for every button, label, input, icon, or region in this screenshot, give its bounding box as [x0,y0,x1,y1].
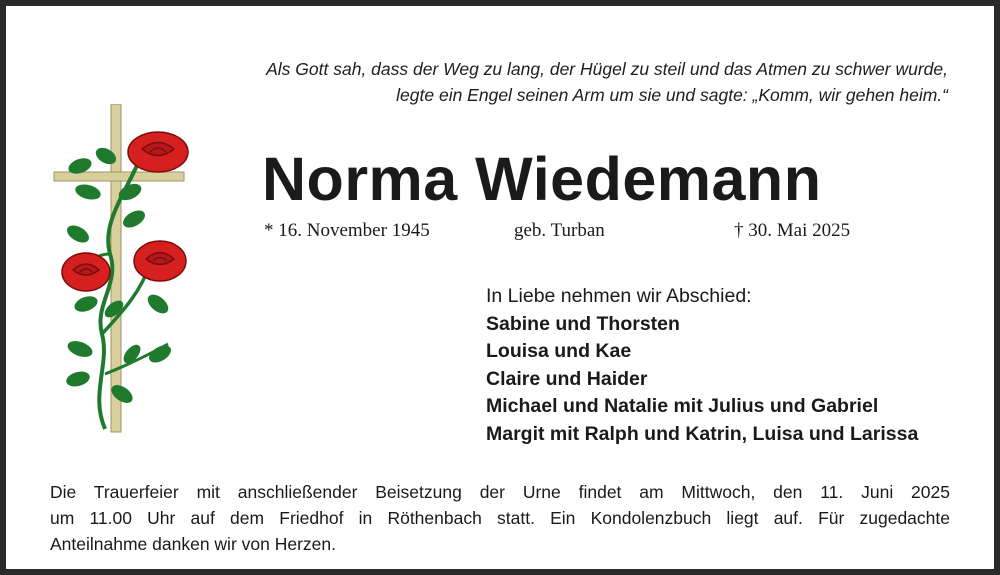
mourner-name: Margit mit Ralph und Katrin, Luisa und Larissa [486,422,919,445]
cross-with-roses-icon [50,104,200,434]
funeral-notice [50,479,950,557]
mourner-name: Claire und Haider [486,367,648,390]
mourner-name: Sabine und Thorsten [486,312,680,335]
mourner-name: Louisa und Kae [486,340,632,362]
deceased-name: Norma Wiedemann [262,145,822,213]
mourner-name: Michael und Natalie mit Julius und Gabriel [486,395,879,417]
notice-line-2: um 11.00 Uhr auf dem Friedhof in Röthenbach statt. Ein Kondolenzbuch liegt auf. Für zugedachte [50,508,950,528]
quote-line-2: legte ein Engel seinen Arm um sie und sagte: „Komm, wir gehen heim.“ [396,85,948,105]
notice-line-3: Anteilnahme danken wir von Herzen. [50,534,336,554]
obituary-card [6,6,994,569]
notice-line-1: Die Trauerfeier mit anschließender Beisetzung der Urne findet am Mittwoch, den 11. Juni 2025 [50,482,950,502]
maiden-name: geb. Turban [514,220,605,241]
quote-line-1: Als Gott sah, dass der Weg zu lang, der Hügel zu steil und das Atmen zu schwer wurde, [266,59,948,79]
mourners-intro: In Liebe nehmen wir Abschied: [486,285,752,307]
quote [128,56,948,108]
mourners-block [486,283,918,448]
birth-date: * 16. November 1945 [264,220,430,241]
death-date: † 30. Mai 2025 [734,220,851,241]
